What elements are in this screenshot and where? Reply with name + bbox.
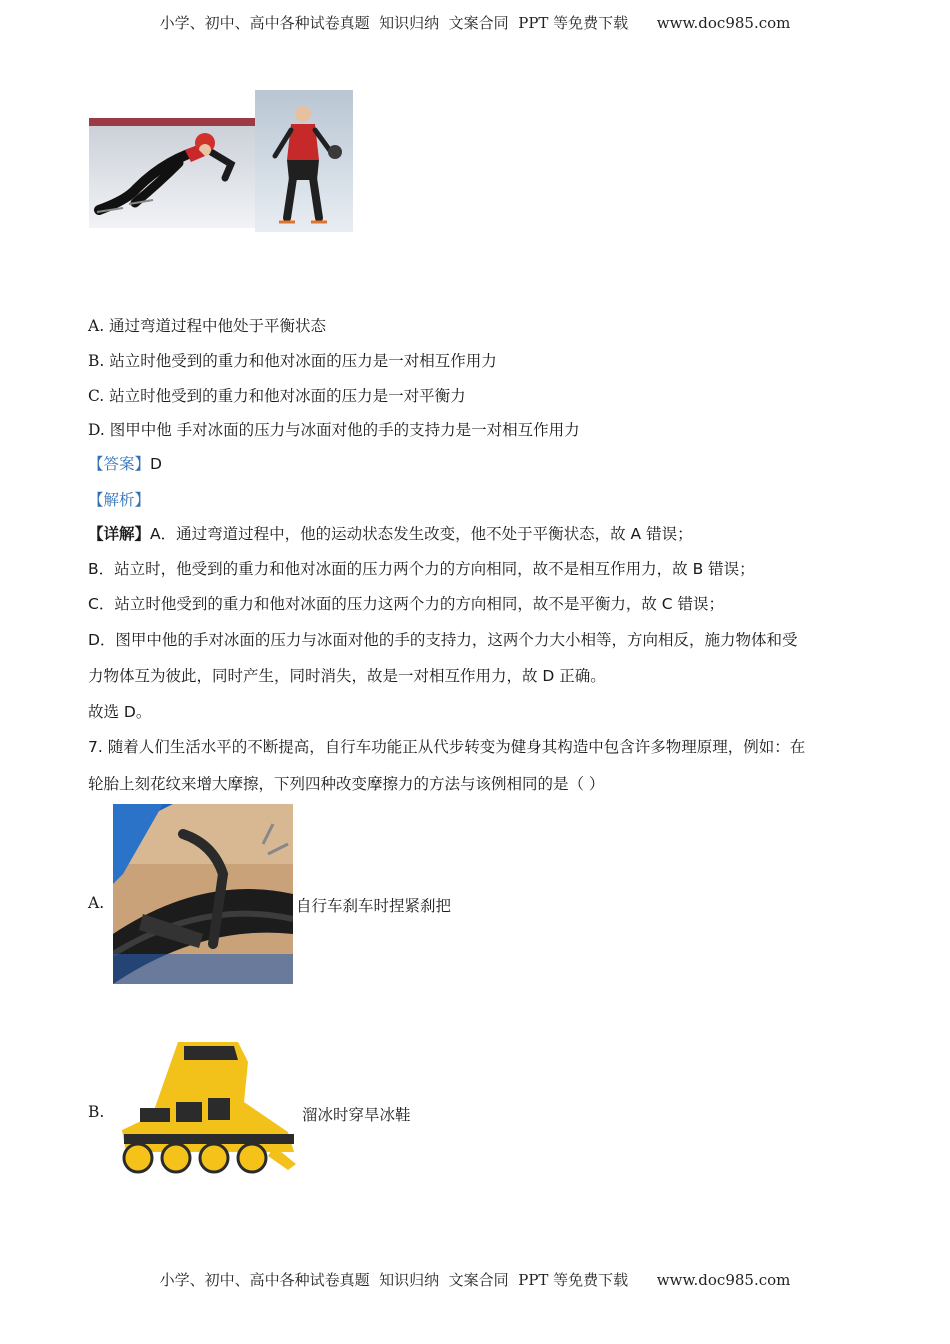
inline-skate-photo <box>114 1034 298 1176</box>
page-header: 小学、初中、高中各种试卷真题 知识归纳 文案合同 PPT 等免费下载 www.doc985.com <box>159 14 791 32</box>
q6-analysis-line <box>88 488 150 510</box>
q6-detail-line-4: D．图甲中他的手对冰面的压力与冰面对他的手的支持力，这两个力大小相等，方向相反，施力物体和受 <box>88 631 798 649</box>
q7-stem-line-1: 7. 随着人们生活水平的不断提高，自行车功能正从代步转变为健身其构造中包含许多物理原理，例如：在 <box>88 738 806 756</box>
answer-tag: 【答案】 <box>88 455 151 473</box>
analysis-tag: 【解析】 <box>88 491 151 509</box>
bicycle-brake-photo <box>113 804 293 984</box>
q6-option-c: C. 站立时他受到的重力和他对冰面的压力是一对平衡力 <box>88 387 466 405</box>
q6-option-b: B. 站立时他受到的重力和他对冰面的压力是一对相互作用力 <box>88 352 497 370</box>
q6-conclusion: 故选 D。 <box>88 703 152 721</box>
q7-option-a-text: 自行车刹车时捏紧刹把 <box>296 897 452 915</box>
q6-detail-line-5: 力物体互为彼此，同时产生，同时消失，故是一对相互作用力，故 D 正确。 <box>88 667 606 685</box>
skater-cornering-photo <box>89 118 255 228</box>
q6-option-d: D. 图甲中他 手对冰面的压力与冰面对他的手的支持力是一对相互作用力 <box>88 421 580 439</box>
q7-option-b-letter: B. <box>88 1103 105 1121</box>
q6-detail-line-3: C．站立时他受到的重力和他对冰面的压力这两个力的方向相同，故不是平衡力，故 C 错误； <box>88 595 725 613</box>
page-footer: 小学、初中、高中各种试卷真题 知识归纳 文案合同 PPT 等免费下载 www.doc985.com <box>159 1271 791 1289</box>
detail-text: A．通过弯道过程中，他的运动状态发生改变，他不处于平衡状态，故 A 错误； <box>150 525 693 543</box>
skater-standing-photo <box>255 90 353 232</box>
q6-option-a: A. 通过弯道过程中他处于平衡状态 <box>88 317 327 335</box>
q7-stem-line-2: 轮胎上刻花纹来增大摩擦，下列四种改变摩擦力的方法与该例相同的是（ ） <box>88 775 605 793</box>
q6-detail-line-1 <box>88 522 693 544</box>
q7-option-a-letter: A. <box>88 894 105 912</box>
answer-value: D <box>150 455 162 473</box>
q6-answer-line <box>88 452 162 474</box>
q7-option-b-text: 溜冰时穿旱冰鞋 <box>302 1106 411 1124</box>
q6-detail-line-2: B．站立时，他受到的重力和他对冰面的压力两个力的方向相同，故不是相互作用力，故 B 错误； <box>88 560 755 578</box>
detail-tag: 【详解】 <box>88 525 151 543</box>
